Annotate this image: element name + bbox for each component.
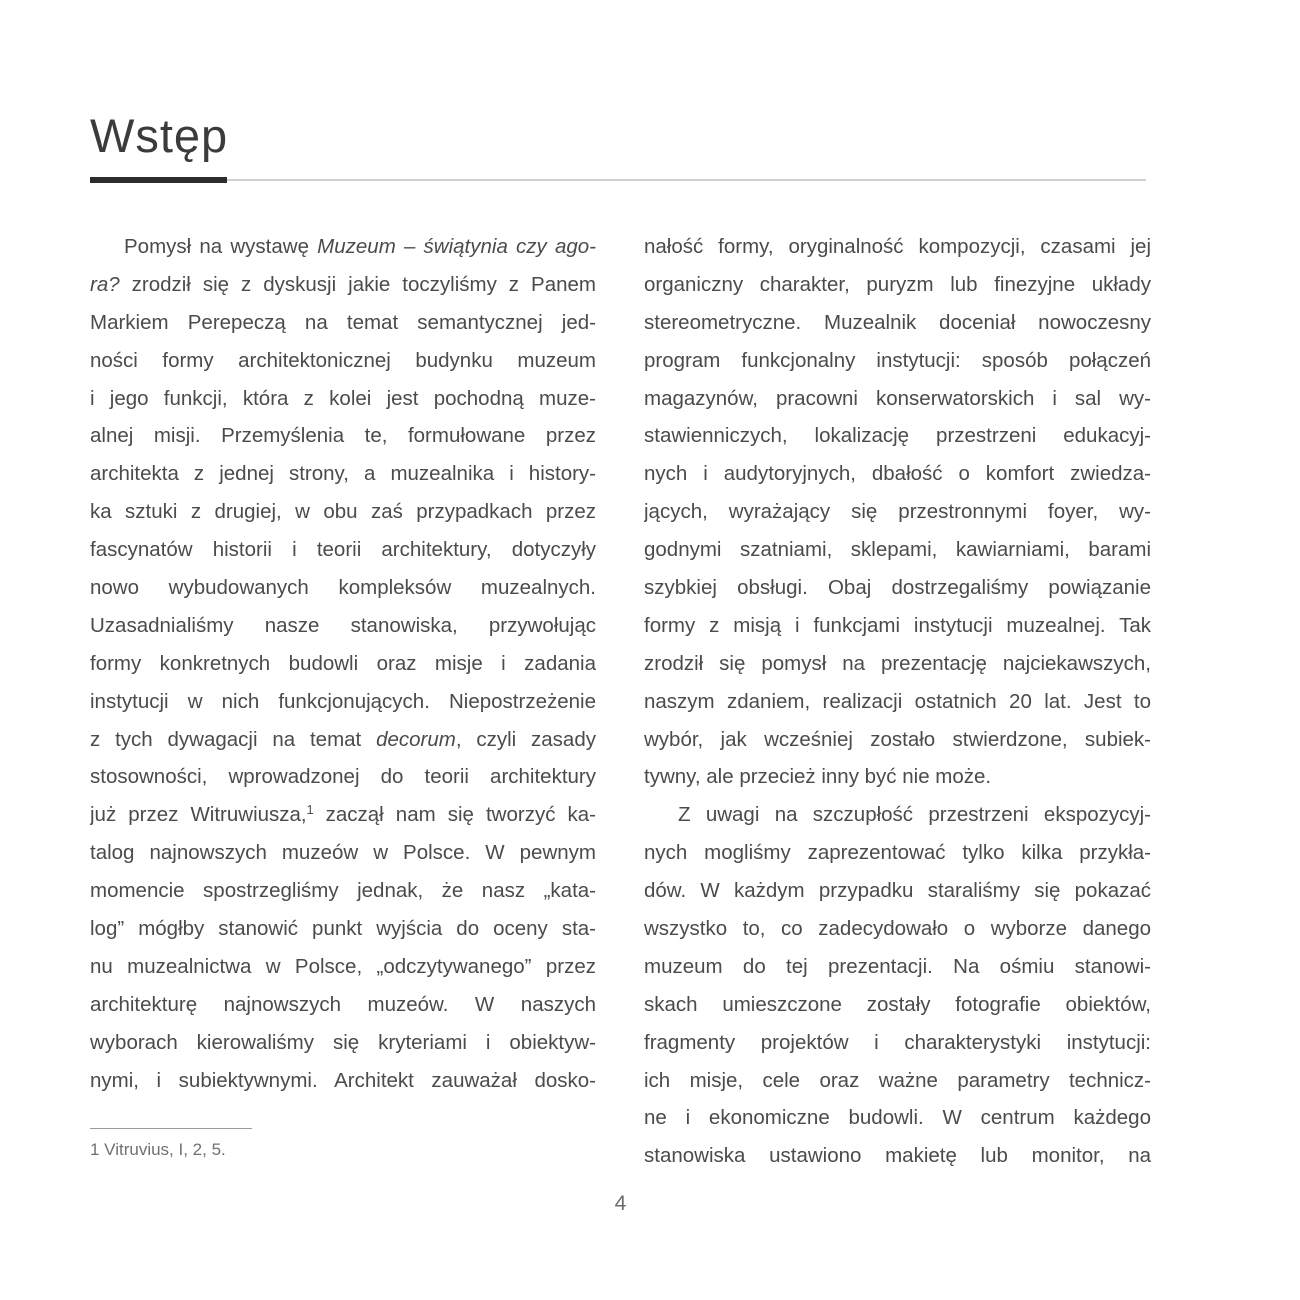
body-text: nałość formy, oryginalność kompozycji, czasami jej <box>644 235 1151 258</box>
body-text: z tych dywagacji na temat <box>90 727 377 751</box>
text-line <box>644 455 1151 493</box>
left-text-column <box>90 228 596 1099</box>
body-text: fascynatów historii i teorii architektury, dotyczyły <box>90 538 596 562</box>
body-text: formy konkretnych budowli oraz misje i zadania <box>90 651 596 675</box>
text-line <box>644 380 1151 418</box>
body-text: ka sztuki z drugiej, w obu zaś przypadkach przez <box>90 500 596 524</box>
body-text: , czyli zasady <box>455 727 596 751</box>
text-line <box>90 910 596 948</box>
footnote-rule <box>90 1128 252 1129</box>
text-line <box>90 645 596 683</box>
body-text: zaczął nam się tworzyć ka- <box>313 803 596 827</box>
title-rule-accent <box>90 177 227 183</box>
text-line <box>90 304 596 342</box>
italic-text: Muzeum – świątynia czy ago- <box>317 235 596 258</box>
body-text: instytucji w nich funkcjonujących. Niepostrzeżenie <box>90 689 596 713</box>
text-line <box>90 1062 596 1100</box>
text-line <box>90 228 596 266</box>
text-line <box>644 796 1151 834</box>
body-text: nych i audytoryjnych, dbałość o komfort zwiedza- <box>644 462 1151 486</box>
body-text: talog najnowszych muzeów w Polsce. W pewnym <box>90 841 596 865</box>
text-line <box>90 607 596 645</box>
body-text: stanowiska ustawiono makietę lub monitor, na <box>644 1144 1151 1168</box>
text-line <box>90 455 596 493</box>
body-text: naszym zdaniem, realizacji ostatnich 20 lat. Jest to <box>644 689 1151 713</box>
body-text: stawienniczych, lokalizację przestrzeni edukacyj- <box>644 424 1151 448</box>
text-line <box>644 569 1151 607</box>
body-text: dów. W każdym przypadku staraliśmy się pokazać <box>644 879 1151 903</box>
text-line <box>90 266 596 304</box>
text-line <box>90 758 596 796</box>
body-text: stereometryczne. Muzealnik doceniał nowoczesny <box>644 310 1151 334</box>
body-text: wyborach kierowaliśmy się kryteriami i obiektyw- <box>90 1030 596 1054</box>
text-line <box>644 948 1151 986</box>
body-text: nu muzealnictwa w Polsce, „odczytywanego” przez <box>90 954 596 978</box>
body-text: ne i ekonomiczne budowli. W centrum każdego <box>644 1106 1151 1130</box>
text-line <box>90 531 596 569</box>
page-number: 4 <box>614 1192 627 1215</box>
title-rule-line <box>90 179 1146 181</box>
body-text: ności formy architektonicznej budynku muzeum <box>90 348 596 372</box>
body-text: architekta z jednej strony, a muzealnika i history- <box>90 462 596 486</box>
body-text: program funkcjonalny instytucji: sposób połączeń <box>644 348 1151 372</box>
body-text: zrodził się z dyskusji jakie toczyliśmy z Panem <box>119 272 596 296</box>
text-line <box>90 569 596 607</box>
text-line <box>644 1137 1151 1175</box>
text-line <box>90 721 596 759</box>
text-line <box>644 721 1151 759</box>
text-line <box>644 645 1151 683</box>
body-text: już przez Witruwiusza, <box>90 803 307 827</box>
body-text: architekturę najnowszych muzeów. W naszych <box>90 992 596 1016</box>
body-text: jących, wyrażający się przestronnymi foyer, wy- <box>644 500 1151 524</box>
text-line <box>644 1062 1151 1100</box>
text-line <box>644 417 1151 455</box>
text-line <box>90 948 596 986</box>
page-title: Wstęp <box>90 109 229 162</box>
body-text: fragmenty projektów i charakterystyki instytucji: <box>644 1030 1151 1054</box>
text-line <box>90 796 596 834</box>
italic-text: decorum <box>376 727 456 751</box>
body-text: Markiem Perepeczą na temat semantycznej jed- <box>90 310 596 334</box>
text-line <box>644 683 1151 721</box>
text-line <box>644 342 1151 380</box>
body-text: skach umieszczone zostały fotografie obiektów, <box>644 992 1151 1016</box>
body-text: tywny, ale przecież inny być nie może. <box>644 765 992 789</box>
right-text-column <box>644 228 1151 1175</box>
text-line <box>90 986 596 1024</box>
body-text: stosowności, wprowadzonej do teorii architektury <box>90 765 596 789</box>
body-text: formy z misją i funkcjami instytucji muzealnej. Tak <box>644 613 1151 637</box>
body-text: nymi, i subiektywnymi. Architekt zauważał dosko- <box>90 1068 596 1092</box>
text-line <box>90 493 596 531</box>
body-text: wybór, jak wcześniej zostało stwierdzone, subiek- <box>644 727 1151 751</box>
text-line <box>644 872 1151 910</box>
body-text: nowo wybudowanych kompleksów muzealnych. <box>90 576 596 600</box>
text-line <box>644 266 1151 304</box>
text-line <box>644 228 1151 266</box>
text-line <box>90 1024 596 1062</box>
body-text: log” mógłby stanowić punkt wyjścia do oceny sta- <box>90 917 596 941</box>
body-text: szybkiej obsługi. Obaj dostrzegaliśmy powiązanie <box>644 576 1151 600</box>
body-text: magazynów, pracowni konserwatorskich i sal wy- <box>644 386 1151 410</box>
body-text: organiczny charakter, puryzm lub finezyjne układy <box>644 272 1151 296</box>
title-rule <box>90 177 1146 183</box>
text-line <box>644 304 1151 342</box>
text-line <box>90 342 596 380</box>
body-text: Uzasadnialiśmy nasze stanowiska, przywołując <box>90 613 596 637</box>
footnote-text: 1 Vitruvius, I, 2, 5. <box>90 1140 226 1159</box>
text-line <box>644 758 1151 796</box>
body-text: godnymi szatniami, sklepami, kawiarniami, barami <box>644 538 1151 562</box>
body-text: Z uwagi na szczupłość przestrzeni ekspozycyj- <box>678 803 1151 827</box>
body-text: momencie spostrzegliśmy jednak, że nasz „kata- <box>90 879 596 903</box>
text-line <box>644 834 1151 872</box>
text-line <box>90 380 596 418</box>
text-line <box>644 910 1151 948</box>
text-line <box>90 417 596 455</box>
text-line <box>90 834 596 872</box>
text-line <box>644 986 1151 1024</box>
text-line <box>90 872 596 910</box>
body-text: nych mogliśmy zaprezentować tylko kilka przykła- <box>644 841 1151 865</box>
body-text: Pomysł na wystawę <box>124 235 318 258</box>
footnote-reference: 1 <box>306 803 314 818</box>
text-line <box>644 1099 1151 1137</box>
body-text: ich misje, cele oraz ważne parametry technicz- <box>644 1068 1151 1092</box>
body-text: wszystko to, co zadecydowało o wyborze danego <box>644 917 1151 941</box>
text-line <box>90 683 596 721</box>
italic-text: ra? <box>90 272 120 296</box>
text-line <box>644 531 1151 569</box>
body-text: alnej misji. Przemyślenia te, formułowane przez <box>90 424 596 448</box>
text-line <box>644 493 1151 531</box>
body-text: zrodził się pomysł na prezentację najciekawszych, <box>644 651 1151 675</box>
body-text: muzeum do tej prezentacji. Na ośmiu stanowi- <box>644 954 1151 978</box>
text-line <box>644 607 1151 645</box>
text-line <box>644 1024 1151 1062</box>
body-text: i jego funkcji, która z kolei jest pochodną muze- <box>90 386 596 410</box>
